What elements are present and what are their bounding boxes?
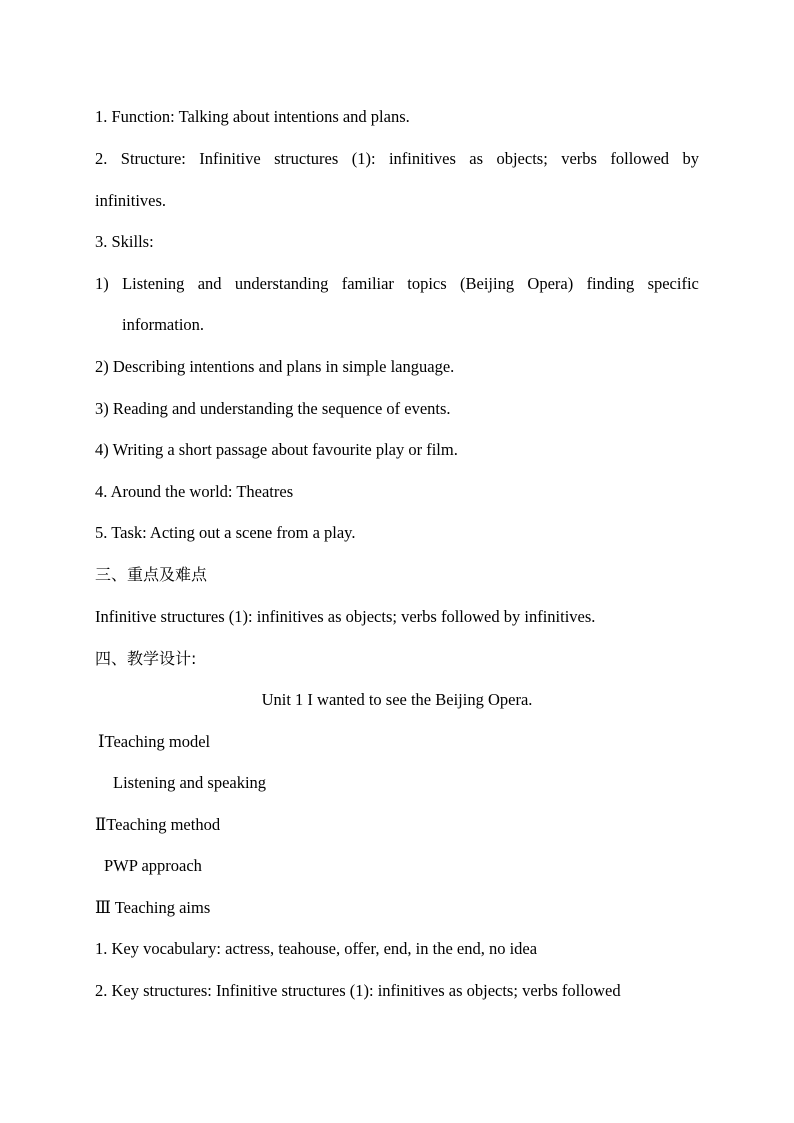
unit-title: Unit 1 I wanted to see the Beijing Opera.	[261, 690, 533, 709]
teaching-model-heading: ⅠTeaching model	[98, 732, 211, 751]
structure-word: infinitives	[388, 149, 456, 168]
teaching-model-value: Listening and speaking	[113, 773, 267, 792]
structure-word: structures	[274, 149, 339, 168]
structure-word: Structure:	[120, 149, 186, 168]
structure-word: as	[469, 149, 484, 168]
skill-word: understanding	[234, 274, 329, 293]
skill-word: Opera)	[527, 274, 574, 293]
design-heading: 四、教学设计:	[95, 649, 197, 668]
teaching-method-heading: ⅡTeaching method	[95, 815, 221, 834]
skill-word: (Beijing	[460, 274, 515, 293]
teaching-aims-heading: Ⅲ Teaching aims	[95, 898, 211, 917]
objective-structure	[95, 148, 699, 170]
skill-describing: 2) Describing intentions and plans in simple language.	[95, 357, 455, 376]
aim-key-vocabulary: 1. Key vocabulary: actress, teahouse, offer, end, in the end, no idea	[95, 939, 538, 958]
structure-word: objects;	[496, 149, 548, 168]
structure-word: (1):	[351, 149, 376, 168]
structure-word: 2.	[95, 149, 108, 168]
skills-heading: 3. Skills:	[95, 232, 154, 251]
skill-word: and	[197, 274, 222, 293]
teaching-method-value: PWP approach	[104, 856, 202, 875]
structure-word: verbs	[561, 149, 597, 168]
objective-around-world: 4. Around the world: Theatres	[95, 482, 294, 501]
skill-listening-continued: information.	[122, 315, 205, 334]
aim-key-structures: 2. Key structures: Infinitive structures (1): infinitives as objects; verbs followed	[95, 981, 621, 1000]
skill-word: finding	[586, 274, 635, 293]
structure-word: by	[682, 149, 699, 168]
objective-function: 1. Function: Talking about intentions and plans.	[95, 107, 410, 126]
skill-reading: 3) Reading and understanding the sequence of events.	[95, 399, 451, 418]
skill-word: specific	[647, 274, 699, 293]
skill-listening	[95, 273, 699, 295]
skill-writing: 4) Writing a short passage about favourite play or film.	[95, 440, 458, 459]
objective-structure-continued: infinitives.	[95, 191, 167, 210]
objective-task: 5. Task: Acting out a scene from a play.	[95, 523, 356, 542]
skill-word: 1)	[95, 274, 109, 293]
skill-word: familiar	[341, 274, 394, 293]
key-points-heading: 三、重点及难点	[95, 565, 208, 584]
structure-word: Infinitive	[199, 149, 261, 168]
key-points-text: Infinitive structures (1): infinitives as objects; verbs followed by infinitives.	[95, 607, 596, 626]
structure-word: followed	[610, 149, 670, 168]
skill-word: Listening	[122, 274, 185, 293]
skill-word: topics	[407, 274, 447, 293]
